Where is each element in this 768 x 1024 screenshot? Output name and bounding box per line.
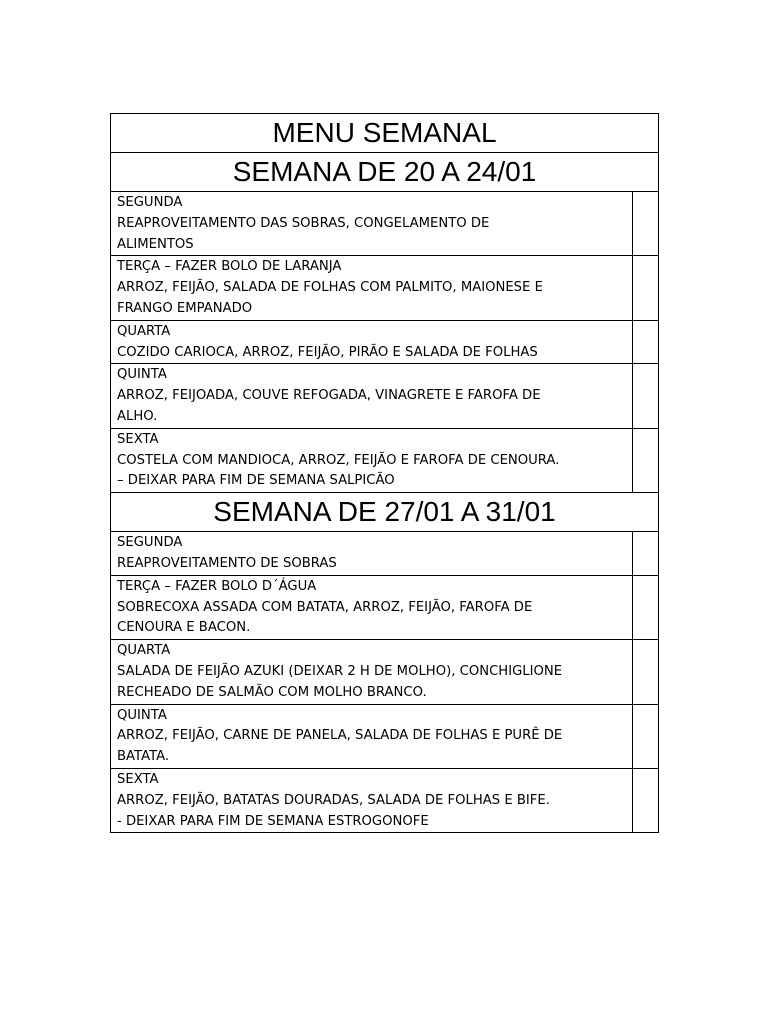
day-entry [111, 192, 633, 256]
day-label: SEGUNDA [117, 535, 183, 551]
day-label: TERÇA – FAZER BOLO D´ÁGUA [117, 578, 317, 594]
menu-title: MENU SEMANAL [111, 114, 659, 153]
day-entry [111, 256, 633, 320]
day-meal-text: SALADA DE FEIJÃO AZUKI (DEIXAR 2 H DE MOLHO), CONCHIGLIONE [117, 663, 563, 679]
day-meal-text: ALIMENTOS [117, 236, 194, 252]
day-label: QUINTA [117, 367, 167, 383]
title-row [111, 114, 659, 153]
checkbox-cell [633, 192, 659, 256]
day-row [111, 704, 659, 768]
day-label: SEXTA [117, 771, 159, 787]
day-row [111, 575, 659, 639]
day-label: QUARTA [117, 323, 171, 339]
day-meal-text: COSTELA COM MANDIOCA, ARROZ, FEIJÃO E FAROFA DE CENOURA. [117, 452, 560, 468]
week-heading-row [111, 153, 659, 192]
day-entry [111, 364, 633, 428]
day-meal-text: CENOURA E BACON. [117, 620, 251, 636]
day-meal-text: ALHO. [117, 408, 158, 424]
day-label: TERÇA – FAZER BOLO DE LARANJA [117, 259, 342, 275]
checkbox-cell [633, 428, 659, 492]
day-row [111, 532, 659, 576]
day-meal-text: - DEIXAR PARA FIM DE SEMANA ESTROGONOFE [117, 813, 429, 829]
week-heading: SEMANA DE 20 A 24/01 [111, 153, 659, 192]
day-meal-text: BATATA. [117, 749, 170, 765]
day-row [111, 768, 659, 832]
day-meal-text: SOBRECOXA ASSADA COM BATATA, ARROZ, FEIJÃO, FAROFA DE [117, 599, 533, 615]
day-row [111, 640, 659, 704]
day-entry [111, 428, 633, 492]
day-meal-text: REAPROVEITAMENTO DE SOBRAS [117, 555, 337, 571]
checkbox-cell [633, 320, 659, 364]
day-label: SEGUNDA [117, 195, 183, 210]
day-row [111, 256, 659, 320]
day-meal-text: ARROZ, FEIJÃO, CARNE DE PANELA, SALADA DE FOLHAS E PURÊ DE [117, 728, 563, 744]
checkbox-cell [633, 256, 659, 320]
day-entry [111, 575, 633, 639]
day-label: QUARTA [117, 643, 171, 659]
checkbox-cell [633, 364, 659, 428]
day-entry [111, 704, 633, 768]
day-label: QUINTA [117, 707, 167, 723]
week-heading-row [111, 493, 659, 532]
day-row [111, 192, 659, 256]
day-meal-text: REAPROVEITAMENTO DAS SOBRAS, CONGELAMENTO DE [117, 215, 490, 231]
weekly-menu-table [110, 113, 659, 833]
day-entry [111, 532, 633, 576]
day-row [111, 364, 659, 428]
day-row [111, 428, 659, 492]
day-entry [111, 768, 633, 832]
day-meal-text: RECHEADO DE SALMÃO COM MOLHO BRANCO. [117, 684, 427, 700]
checkbox-cell [633, 704, 659, 768]
week-heading: SEMANA DE 27/01 A 31/01 [111, 493, 659, 532]
day-entry [111, 640, 633, 704]
day-meal-text: FRANGO EMPANADO [117, 300, 253, 316]
day-meal-text: ARROZ, FEIJÃO, SALADA DE FOLHAS COM PALMITO, MAIONESE E [117, 280, 543, 296]
day-label: SEXTA [117, 431, 159, 447]
checkbox-cell [633, 768, 659, 832]
checkbox-cell [633, 575, 659, 639]
day-entry [111, 320, 633, 364]
day-meal-text: ARROZ, FEIJOADA, COUVE REFOGADA, VINAGRETE E FAROFA DE [117, 388, 541, 404]
day-meal-text: ARROZ, FEIJÃO, BATATAS DOURADAS, SALADA DE FOLHAS E BIFE. [117, 792, 550, 808]
day-meal-text: COZIDO CARIOCA, ARROZ, FEIJÃO, PIRÃO E SALADA DE FOLHAS [117, 344, 538, 360]
checkbox-cell [633, 532, 659, 576]
day-meal-text: – DEIXAR PARA FIM DE SEMANA SALPICÃO [117, 473, 395, 489]
day-row [111, 320, 659, 364]
menu-body [111, 114, 659, 833]
checkbox-cell [633, 640, 659, 704]
